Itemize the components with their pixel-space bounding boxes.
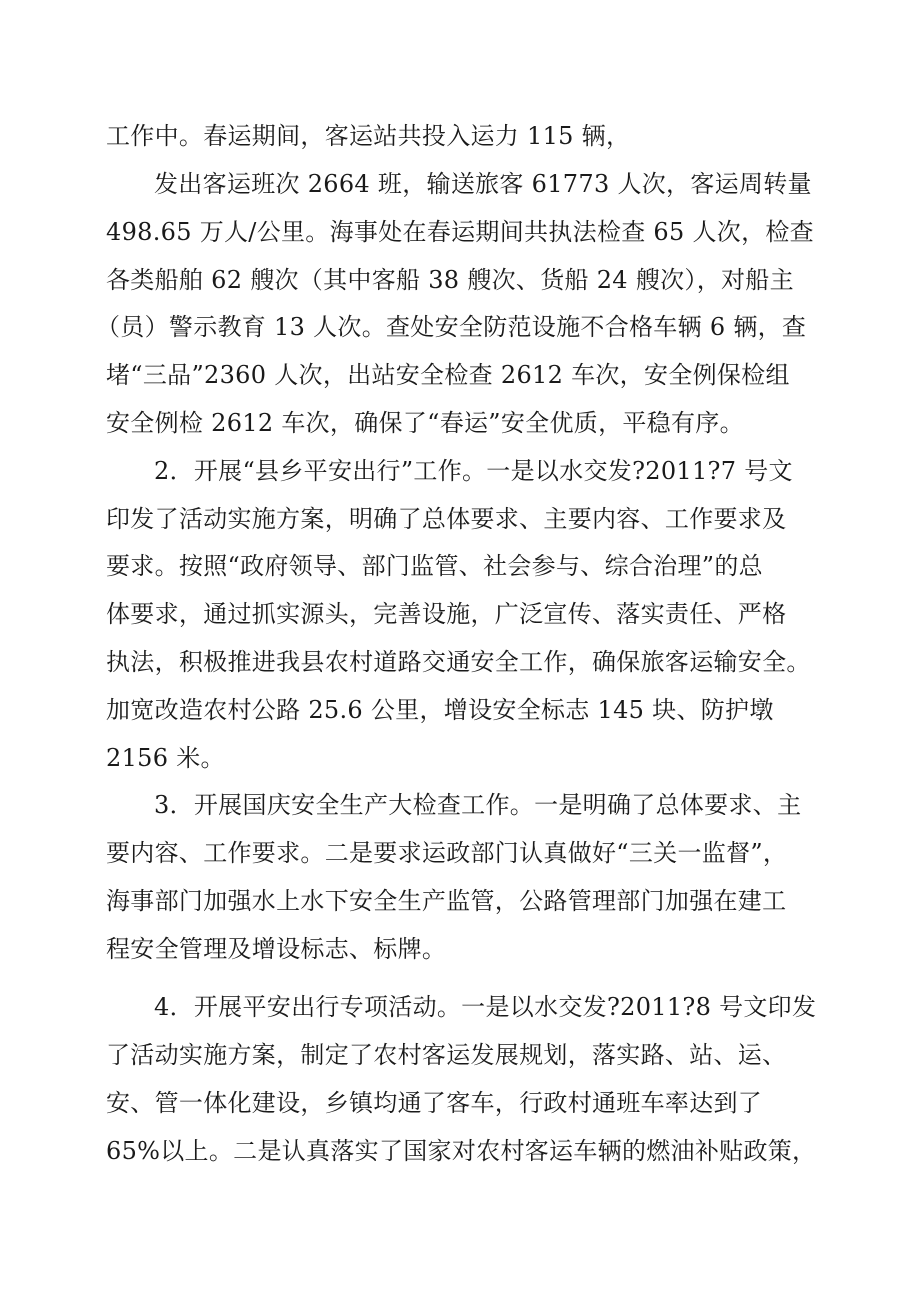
text-line: 4．开展平安出行专项活动。一是以水交发?2011?8 号文印发: [154, 993, 817, 1021]
text-line: 程安全管理及增设标志、标牌。: [106, 935, 447, 963]
text-line: 2156 米。: [106, 744, 225, 772]
text-line: 印发了活动实施方案，明确了总体要求、主要内容、工作要求及: [106, 505, 787, 533]
text-line: 各类船舶 62 艘次（其中客船 38 艘次、货船 24 艘次），对船主: [106, 266, 794, 294]
text-line: 2．开展“县乡平安出行”工作。一是以水交发?2011?7 号文: [154, 457, 793, 485]
text-line: 要求。按照“政府领导、部门监管、社会参与、综合治理”的总: [106, 552, 763, 580]
text-line: （员）警示教育 13 人次。查处安全防范设施不合格车辆 6 辆，查: [96, 313, 807, 341]
text-line: 发出客运班次 2664 班，输送旅客 61773 人次，客运周转量: [154, 170, 812, 198]
text-line: 体要求，通过抓实源头，完善设施，广泛宣传、落实责任、严格: [106, 600, 787, 628]
text-line: 了活动实施方案，制定了农村客运发展规划，落实路、站、运、: [106, 1041, 787, 1069]
text-line: 加宽改造农村公路 25.6 公里，增设安全标志 145 块、防护墩: [106, 696, 774, 724]
text-line: 堵“三品”2360 人次，出站安全检查 2612 车次，安全例保检组: [106, 361, 790, 389]
text-line: 执法，积极推进我县农村道路交通安全工作，确保旅客运输安全。: [106, 648, 811, 676]
text-line: 安、管一体化建设，乡镇均通了客车，行政村通班车率达到了: [106, 1089, 763, 1117]
text-line: 65%以上。二是认真落实了国家对农村客运车辆的燃油补贴政策，: [106, 1137, 817, 1165]
text-line: 工作中。春运期间，客运站共投入运力 115 辆，: [106, 122, 631, 150]
text-line: 安全例检 2612 车次，确保了“春运”安全优质，平稳有序。: [106, 409, 744, 437]
text-line: 要内容、工作要求。二是要求运政部门认真做好“三关一监督”，: [106, 839, 788, 867]
text-line: 498.65 万人/公里。海事处在春运期间共执法检查 65 人次，检查: [106, 218, 814, 246]
text-line: 海事部门加强水上水下安全生产监管，公路管理部门加强在建工: [106, 887, 787, 915]
text-line: 3．开展国庆安全生产大检查工作。一是明确了总体要求、主: [154, 791, 802, 819]
